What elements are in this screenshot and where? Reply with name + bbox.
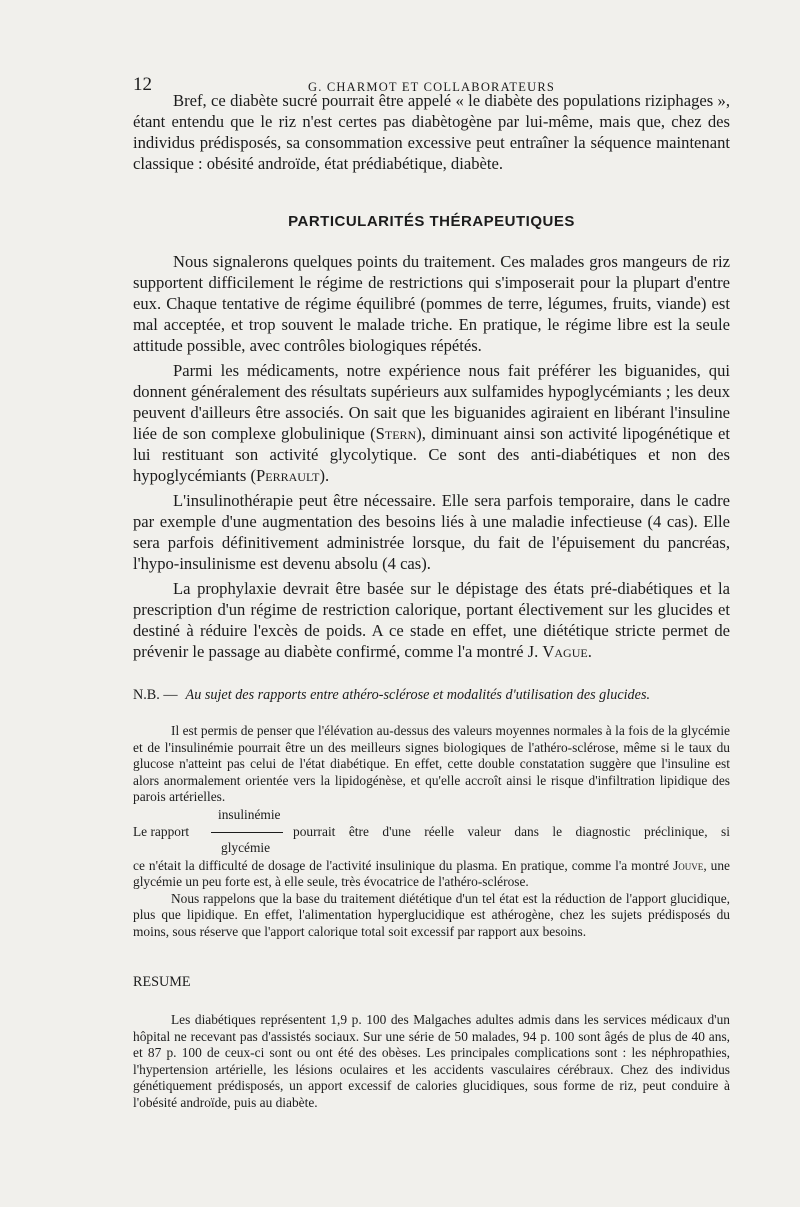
resume-section	[133, 1012, 730, 1111]
author-citation-stern: Stern	[375, 424, 417, 443]
intro-paragraph: Bref, ce diabète sucré pourrait être appelé « le diabète des populations riziphages », étant entendu que le riz n'est certes pas diabètogène par lui-même, mais que, chez des individus prédisposés, sa consommation excessive peut entraîner la séquence maintenant classique : obésité androïde, état prédiabétique, diabète.	[133, 91, 730, 173]
formula-numerator: insulinémie	[218, 806, 281, 822]
intro-block	[133, 90, 730, 174]
paragraph-text: ce n'était la difficulté de dosage de l'activité insulinique du plasma. En pratique, comme l'a montré	[133, 857, 674, 873]
paragraph-text: Parmi les médicaments, notre expérience nous fait préférer les biguanides, qui donnent généralement des résultats supérieurs aux sulfamides hypoglycémiants ; les deux peuvent d'ailleurs être associés. On sait que les biguanides agiraient en libérant l'insuline liée de son complexe globulinique (	[133, 361, 730, 443]
paragraph-text: ), diminuant ainsi son activité lipogénétique et lui restituant son activité glycolytique. Ce sont des anti-diabétiques et non des hypoglycémiants (	[133, 424, 730, 485]
page-header	[133, 60, 730, 95]
nb-title: Au sujet des rapports entre athéro-sclérose et modalités d'utilisation des glucides.	[185, 687, 651, 703]
therapeutics-paragraph-2	[133, 360, 730, 486]
resume-paragraph: Les diabétiques représentent 1,9 p. 100 des Malgaches adultes admis dans les services médicaux d'un hôpital ne recevant pas d'assistés sociaux. Sur une série de 50 malades, 94 p. 100 sont âgés de plus de 40 ans, et 87 p. 100 de ceux-ci sont ou ont été des obèses. Les principales complications sont : les néphropathies, l'hypertension artérielle, les lésions oculaires et les accidents vasculaires cérébraux. Chez des individus génétiquement prédisposés, un apport excessif de calories glucidiques, sous forme de riz, peut conduire à l'obésité androïde, puis au diabète.	[133, 1012, 730, 1110]
nb-paragraph-3: Nous rappelons que la base du traitement diététique d'un tel état est la réduction de l'apport glucidique, plus que lipidique. En effet, l'alimentation hyperglucidique est athérogène, chez les sujets prédisposés du moins, sous réserve que l'apport calorique total soit excessif par rapport aux besoins.	[133, 890, 730, 939]
therapeutics-paragraph-1: Nous signalerons quelques points du traitement. Ces malades gros mangeurs de riz supportent difficilement le régime de restrictions qui s'imposerait pour la plupart d'entre eux. Chaque tentative de régime équilibré (pommes de terre, légumes, fruits, viande) est mal acceptée, et trop souvent le malade triche. En pratique, le régime libre est la seule attitude possible, avec contrôles biologiques répétés.	[133, 252, 730, 355]
paragraph-text: ).	[319, 466, 330, 485]
nb-heading	[133, 686, 730, 705]
running-head: G. CHARMOT ET COLLABORATEURS	[307, 80, 556, 94]
fraction-bar	[211, 832, 283, 833]
article-page	[133, 60, 730, 1111]
formula-continuation: pourrait être d'une réelle valeur dans le diagnostic préclinique, si	[293, 823, 730, 839]
author-citation-vague: Vague	[542, 642, 588, 661]
paragraph-text: .	[587, 642, 592, 661]
paragraph-text: La prophylaxie devrait être basée sur le dépistage des états pré-diabétiques et la prescription d'un régime de restriction calorique, portant électivement sur les glucides et destiné à réduire l'excès de poids. A ce stade en effet, une diététique stricte permet de prévenir le passage au diabète confirmé, comme l'a montré J.	[133, 579, 730, 661]
author-citation-perrault: Perrault	[256, 466, 320, 485]
paragraph-text: , une glycémie un peu forte est, à elle seule, très évocatrice de l'athéro-sclérose.	[133, 857, 730, 889]
page-number: 12	[133, 74, 152, 95]
formula-label: Le rapport	[133, 823, 190, 839]
therapeutics-section	[133, 251, 730, 662]
resume-title: RESUME	[133, 974, 191, 990]
author-citation-jouve: Jouve	[673, 857, 704, 873]
nb-label: N.B. —	[133, 687, 178, 703]
nb-paragraph-1: Il est permis de penser que l'élévation au-dessus des valeurs moyennes normales à la fois de la glycémie et de l'insulinémie pourrait être un des meilleurs signes biologiques de l'athéro-sclérose, même si le taux du glucose n'atteint pas celui de l'état diabétique. En effet, cette double constatation suggère que l'insuline est alors anormalement orientée vers la lipidogénèse, et qu'elle accroît ainsi le risque d'infiltration lipidique des parois artérielles.	[133, 723, 730, 804]
therapeutics-paragraph-3: L'insulinothérapie peut être nécessaire. Elle sera parfois temporaire, dans le cadre par exemple d'une augmentation des besoins liés à une maladie infectieuse (4 cas). Elle sera parfois définitivement administrée lorsque, du fait de l'épuisement du pancréas, l'hypo-insulinisme est devenu absolu (4 cas).	[133, 491, 730, 573]
therapeutics-paragraph-4	[133, 578, 730, 662]
section-title: PARTICULARITÉS THÉRAPEUTIQUES	[288, 213, 575, 230]
nb-section	[133, 723, 730, 940]
nb-paragraph-2	[133, 858, 730, 891]
ratio-formula	[133, 806, 730, 858]
formula-denominator: glycémie	[221, 839, 271, 855]
